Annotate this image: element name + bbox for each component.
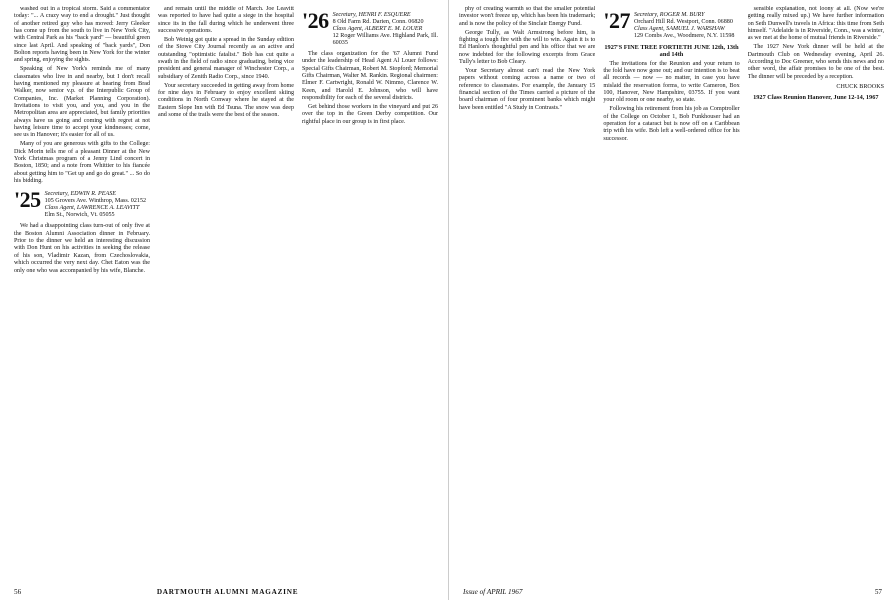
class-officers <box>45 189 146 219</box>
paragraph: Many of you are generous with gifts to the College: Dick Morin tells me of a pleasant Dinner at the New York Christmas program of a Jenny Lind concert in Boston, 1850; and a note from Whittier to his fiancée about getting him to "Get up and go do great." ... So do his bidding. <box>14 141 150 185</box>
secretary-address: 8 Old Farm Rd. Darien, Conn. 06820 <box>332 19 424 25</box>
class-26-header <box>302 10 438 47</box>
class-year: '25 <box>14 187 41 213</box>
paragraph: George Tully, as Walt Armstrong before him, is fighting a tough fire with the will to win. Again it is to Ed Hanlon's thoughtful pen and his office that we are now indebted for the following excerpts from Grace Tully's letter to Bob Cleary. <box>459 29 596 65</box>
paragraph: Your secretary succeeded in getting away from home for nine days in February to enjoy excellent skiing conditions in North Conway where he stayed at the Eastern Slope Inn with Ed Tsuna. The snow was deep and some of the trails were the best of the season. <box>158 82 294 118</box>
left-column-1 <box>14 6 150 574</box>
agent-label: Class Agent, ALBERT E. M. LOUER <box>332 26 423 32</box>
class-officers <box>634 10 735 40</box>
class-officers <box>333 10 438 47</box>
right-column-3 <box>748 6 884 574</box>
paragraph: We had a disappointing class turn-out of only five at the Boston Alumni Association dinner in February. Prior to the dinner we held an interesting discussion with Don Hunt on his activities in seeking the release of his son, Vladimir Kazan, from Czechoslovakia, which occurred the very next day. Chet Eaton was the only one who was accompanied by his wife, Blanche. <box>14 223 150 274</box>
agent-label: Class Agent, LAWRENCE A. LEAVITT <box>44 205 140 212</box>
reunion-notice: 1927 Class Reunion Hanover, June 12-14, 1967 <box>753 94 879 102</box>
right-column-1 <box>459 6 595 574</box>
secretary-address: Orchard Hill Rd. Westport, Conn. 06880 <box>633 19 733 25</box>
magazine-title: DARTMOUTH ALUMNI MAGAZINE <box>156 588 299 596</box>
paragraph: The invitations for the Reunion and your return to the fold have now gone out; and our intention is to beat all records — now — no matter, in case you have mislaid the reservation forms, to write Cameron, Box 100, Hanover, New Hampshire, 03755. If you want your old room or one nearby, so state. <box>603 60 740 104</box>
right-footer <box>463 588 882 596</box>
secretary-label: Secretary, EDWIN R. PEASE <box>44 191 116 198</box>
left-footer <box>14 588 434 596</box>
class-27-header <box>603 10 739 40</box>
class-year: '26 <box>302 8 329 33</box>
agent-address: Elm St., Norwich, Vt. 05055 <box>44 212 115 219</box>
right-column-2 <box>603 6 739 574</box>
agent-address: 129 Combs Ave., Woodmere, N.Y. 11598 <box>633 33 735 39</box>
paragraph: and remain until the middle of March. Joe Leavitt was reported to have had quite a siege in the hospital since its in the fall during which he underwent three successive operations. <box>158 6 294 35</box>
paragraph: Speaking of New York's reminds me of many classmates who live in and nearby, but I don't recall having mentioned my pleasure at hearing from Brad Walker, now senior v.p. of the Interpublic Group of Companies, Inc. (Market Planning Corporation). Invitations to visit you, and you, and you in the Metropolitan area are appreciated, but family priorities always have us going and coming with regret at not having leisure time to accept your kindnesses; come, see us in Hanover; it's easier for all of us. <box>14 66 150 139</box>
left-column-2 <box>158 6 294 574</box>
paragraph: sensible explanation, not loony at all. (Now we're getting really mixed up.) We have further information on Seth Dunwell's travels in Africa: this time from Seth himself. "Adelaide is in Riverside, Conn., was a winter, as we met at the home of mutual friends in Riverside." <box>747 6 884 42</box>
paragraph: The class organization for the '67 Alumni Fund under the leadership of Head Agent Al Louer follows: Special Gifts Chairman, Robert M. Stopford; Memorial Gifts Chairman, Walter M. Rankin. Regional chairmen: Elmer F. Cartwright, Ronald W. Nimmo, Clarence W. Keen, and Harold E. Johnson, who will have responsibility for each of the several districts. <box>302 51 438 102</box>
signature: CHUCK BROOKS <box>836 84 884 91</box>
paragraph: Your Secretary almost can't read the New York papers without coming across a name or two of reference to classmates. For example, the January 15 financial section of the Times carried a picture of the board chairman of four prominent banks which might have been entitled "A Study in Contrasts." <box>459 67 596 111</box>
paragraph: Bob Weinig got quite a spread in the Sunday edition of the Stowe City Journal recently as an active and outstanding "optimistic fatalist." Bob has cut quite a swath in the field of radio since graduating, being vice president and general manager of Winchester Corp., a subsidiary of Zenith Radio Corp., since 1940. <box>158 36 294 80</box>
right-page <box>448 0 896 600</box>
agent-label: Class Agent, SAMUEL J. WARSHAW <box>633 26 725 32</box>
paragraph: phy of creating warmth so that the smaller potential investor won't freeze up, which has been his trademark; and is now the policy of the Sinclair Energy Fund. <box>459 6 596 27</box>
class-year: '27 <box>603 8 630 33</box>
paragraph: The 1927 New York dinner will be held at the Dartmouth Club on Wednesday evening, April 26. According to Doc Greener, who sends this news and no other word, the affair promises to be one of the best. The dinner will be preceded by a reception. <box>747 44 884 80</box>
secretary-label: Secretary, HENRI F. ESQUERE <box>332 12 411 18</box>
left-column-3 <box>302 6 438 574</box>
paragraph: Following his retirement from his job as Comptroller of the College on October 1, Bob Funkhouser had an operation for a cataract but is now off on a Caribbean trip with his wife. Bob left a well-ordered office for his successor. <box>603 106 740 142</box>
paragraph: Get behind those workers in the vineyard and put 26 over the top in the Green Derby competition. Our rightful place in our group is in first place. <box>302 104 438 125</box>
page-number: 56 <box>14 588 22 596</box>
secretary-address: 105 Grovers Ave. Winthrop, Mass. 02152 <box>44 198 147 205</box>
left-columns <box>14 6 438 574</box>
reunion-heading: 1927'S FINE TREE FORTIETH JUNE 12th, 13th and 14th <box>604 44 739 59</box>
class-25-header <box>14 189 150 219</box>
right-columns <box>459 6 884 574</box>
paragraph: washed out in a tropical storm. Said a commentator today: "... A crazy way to end a drought." Just thought of another retired guy who has moved: Jerry Gleeker has come up from the south to live in New York City, with Central Park as his "back yard" — beautiful green since last April. And speaking of "back yards", Don Bolton reports having been in New York for the winter and spring, enjoying the sights. <box>14 6 150 64</box>
page-number: 57 <box>874 588 882 596</box>
agent-address: 12 Roger Williams Ave. Highland Park, Ill. 60035 <box>332 33 438 46</box>
issue-date: Issue of APRIL 1967 <box>463 588 523 596</box>
secretary-label: Secretary, ROGER M. BURY <box>633 12 705 18</box>
